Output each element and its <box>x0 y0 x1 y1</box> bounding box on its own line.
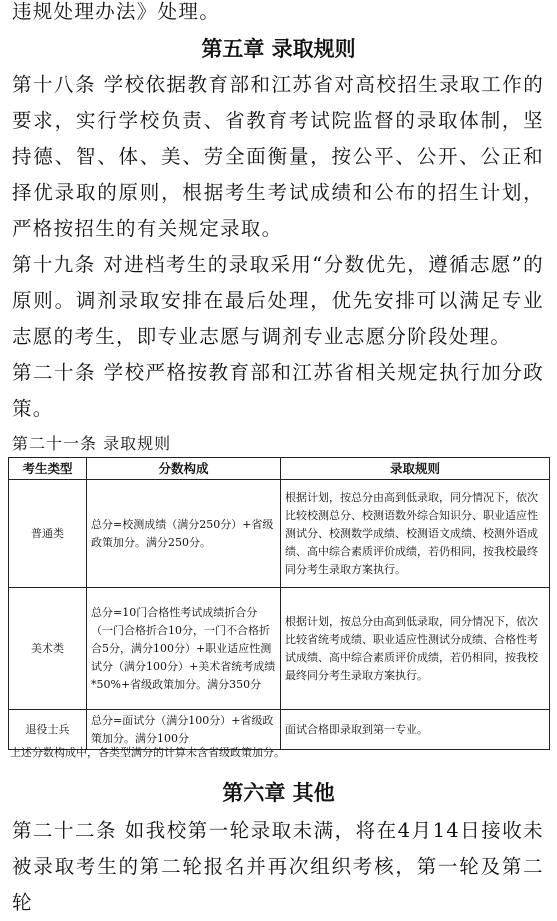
article-22: 第二十二条 如我校第一轮录取未满，将在4月14日接收未被录取考生的第二轮报名并再次组织考核，第一轮及第二轮 <box>12 819 544 914</box>
article-20: 第二十条 学校严格按教育部和江苏省相关规定执行加分政策。 <box>12 361 544 420</box>
table-header-row <box>9 458 550 480</box>
header-student-type: 考生类型 <box>9 458 87 480</box>
header-score-composition: 分数构成 <box>87 458 281 480</box>
score-composition-cell: 总分=10门合格性考试成绩折合分（一门合格折合10分，一门不合格折合5分，满分100分）+职业适应性测试分（满分100分）+美术省统考成绩*50%+省级政策加分。满分350分 <box>87 588 281 710</box>
chapter-5-title: 第五章 录取规则 <box>201 37 356 61</box>
article-19: 第十九条 对进档考生的录取采用“分数优先，遵循志愿”的原则。调剂录取安排在最后处理，优先安排可以满足专业志愿的考生，即专业志愿与调剂专业志愿分阶段处理。 <box>12 253 544 348</box>
student-type-cell: 普通类 <box>9 480 87 588</box>
table-row <box>9 710 550 750</box>
chapter-6-title: 第六章 其他 <box>222 781 335 805</box>
admission-rule-cell: 根据计划，按总分由高到低录取，同分情况下，依次比较校测总分、校测语数外综合知识分、职业适应性测试分、校测数学成绩、校测语文成绩、校测外语成绩、高中综合素质评价成绩，若仍相同，按我校最终同分考生录取方案执行。 <box>281 480 550 588</box>
score-composition-cell: 总分=校测成绩（满分250分）+省级政策加分。满分250分。 <box>87 480 281 588</box>
carryover-text: 违规处理办法》处理。 <box>12 0 221 23</box>
score-composition-cell: 总分=面试分（满分100分）+省级政策加分。满分100分 <box>87 710 281 750</box>
admission-rule-cell: 面试合格即录取到第一专业。 <box>281 710 550 750</box>
admission-rule-cell: 根据计划，按总分由高到低录取，同分情况下，依次比较省统考成绩、职业适应性测试分成绩、合格性考试成绩、高中综合素质评价成绩，若仍相同，按我校最终同分考生录取方案执行。 <box>281 588 550 710</box>
table-row <box>9 480 550 588</box>
table-note: 上述分数构成中，各类型满分的计算未含省级政策加分。 <box>10 746 285 759</box>
header-admission-rule: 录取规则 <box>281 458 550 480</box>
student-type-cell: 退役士兵 <box>9 710 87 750</box>
article-18: 第十八条 学校依据教育部和江苏省对高校招生录取工作的要求，实行学校负责、省教育考试院监督的录取体制，坚持德、智、体、美、劳全面衡量，按公平、公开、公正和择优录取的原则，根据考生考试成绩和公布的招生计划，严格按招生的有关规定录取。 <box>12 73 544 240</box>
student-type-cell: 美术类 <box>9 588 87 710</box>
article-21-heading: 第二十一条 录取规则 <box>12 434 172 453</box>
table-row <box>9 588 550 710</box>
admission-rules-table <box>8 457 550 750</box>
